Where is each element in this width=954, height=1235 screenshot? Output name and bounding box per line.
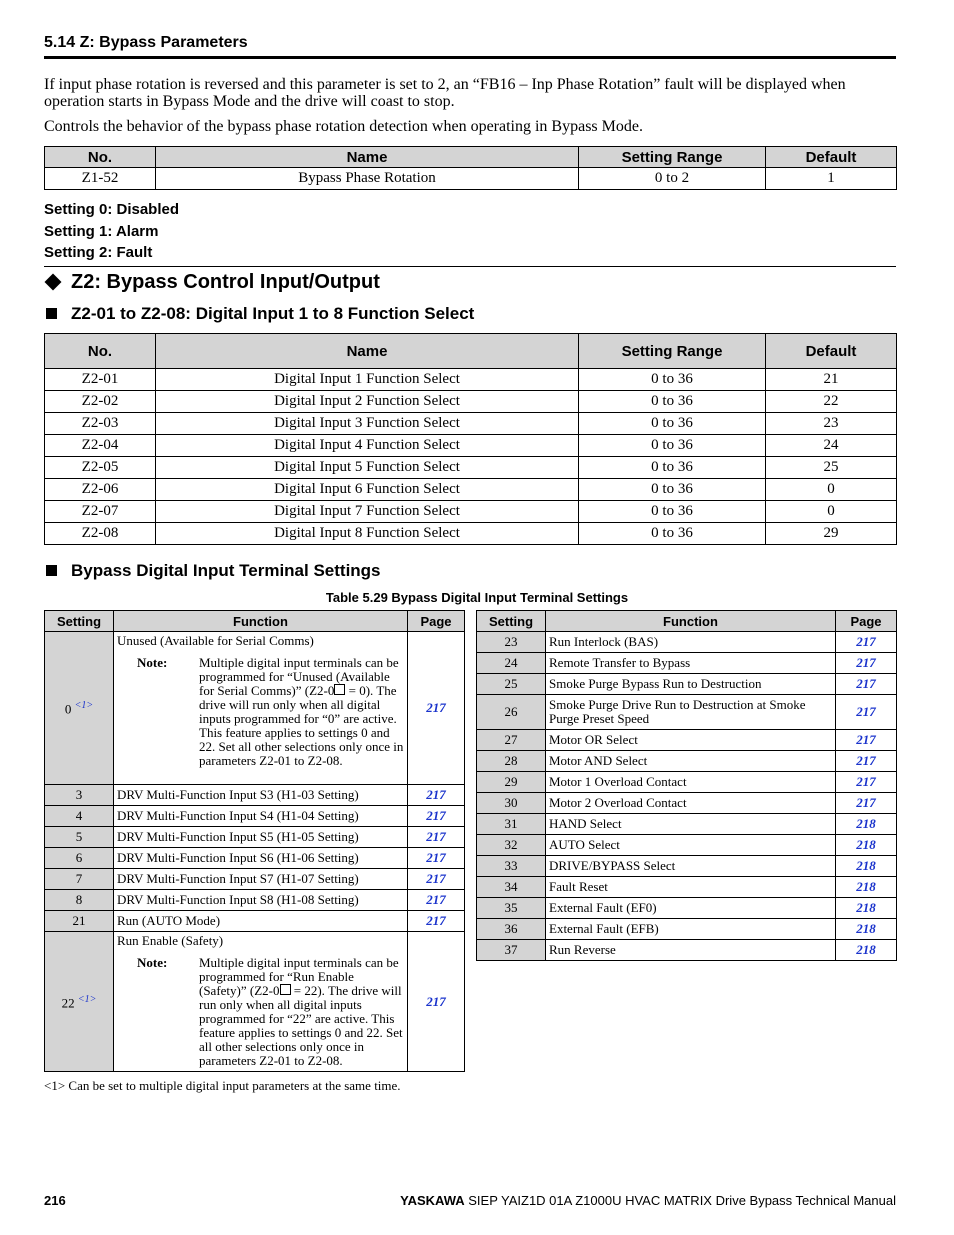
setting-cell: 7 [45,869,114,890]
setting-cell: 36 [477,919,546,940]
footnote: <1> Can be set to multiple digital input parameters at the same time. [44,1078,401,1093]
note-text: Multiple digital input terminals can be programmed for “Unused (Available for Serial Comms)” (Z2-0 = 0). The drive will run only when all digital inputs programmed for “0” are active. This feature applies to settings 0 and 22. Set all other selections only once in parameters Z2-01 to Z2-08. [199,655,404,768]
function-cell: Run Interlock (BAS) [546,632,836,653]
page-link[interactable]: 217 [836,751,897,772]
setting-cell: 4 [45,806,114,827]
param-no: Z1-52 [45,168,156,190]
table-row [45,413,897,435]
function-cell: HAND Select [546,814,836,835]
table-row [477,919,897,940]
param-name: Digital Input 4 Function Select [156,435,579,457]
col-name: Name [156,334,579,369]
table-row [45,435,897,457]
setting-value: 22 [61,995,75,1011]
setting-cell: 6 [45,848,114,869]
col-function: Function [114,611,408,632]
function-cell: Remote Transfer to Bypass [546,653,836,674]
param-range: 0 to 36 [579,501,766,523]
table-row [477,695,897,730]
page-number: 216 [44,1193,66,1208]
note [137,656,404,768]
param-range: 0 to 2 [579,168,766,190]
setting-cell [45,932,114,1072]
param-range: 0 to 36 [579,479,766,501]
param-range: 0 to 36 [579,523,766,545]
function-text: Unused (Available for Serial Comms) [117,633,314,648]
terminal-heading [44,561,381,581]
table-row [477,835,897,856]
setting-cell: 5 [45,827,114,848]
table-row [477,653,897,674]
function-cell [114,632,408,785]
col-no: No. [45,147,156,168]
z2-subheading [44,304,474,324]
setting-cell: 35 [477,898,546,919]
table-row [477,751,897,772]
setting-cell: 25 [477,674,546,695]
param-no: Z2-03 [45,413,156,435]
function-cell: External Fault (EFB) [546,919,836,940]
page-link[interactable]: 217 [836,674,897,695]
function-cell: DRV Multi-Function Input S6 (H1-06 Setting) [114,848,408,869]
section-header: 5.14 Z: Bypass Parameters [44,34,896,59]
intro-paragraph-2: Controls the behavior of the bypass phase rotation detection when operating in Bypass Mode. [44,118,643,135]
setting-cell: 23 [477,632,546,653]
param-name: Bypass Phase Rotation [156,168,579,190]
function-cell: DRV Multi-Function Input S5 (H1-05 Setting) [114,827,408,848]
z2-heading-text: Z2: Bypass Control Input/Output [71,271,380,293]
setting-cell: 33 [477,856,546,877]
page-link[interactable]: 217 [408,932,465,1072]
placeholder-box-icon [280,984,291,995]
col-page: Page [408,611,465,632]
function-cell: Motor AND Select [546,751,836,772]
page-link[interactable]: 218 [836,814,897,835]
setting-cell: 31 [477,814,546,835]
page-link[interactable]: 217 [836,653,897,674]
function-cell: Run (AUTO Mode) [114,911,408,932]
page-link[interactable]: 218 [836,898,897,919]
function-cell: External Fault (EF0) [546,898,836,919]
setting-cell [45,632,114,785]
table-row [477,814,897,835]
table-row [477,772,897,793]
col-setting: Setting [45,611,114,632]
table-row [477,793,897,814]
param-range: 0 to 36 [579,369,766,391]
param-name: Digital Input 2 Function Select [156,391,579,413]
note-text: Multiple digital input terminals can be programmed for “Run Enable (Safety)” (Z2-0 = 22). The drive will run only when all digital inputs programmed for “22” are active. This feature applies to settings 0 and 22. Set all other selections only once in parameters Z2-01 to Z2-08. [199,955,403,1068]
table-row [45,890,465,911]
col-function: Function [546,611,836,632]
param-no: Z2-04 [45,435,156,457]
setting-cell: 27 [477,730,546,751]
param-no: Z2-07 [45,501,156,523]
param-range: 0 to 36 [579,413,766,435]
z2-subheading-text: Z2-01 to Z2-08: Digital Input 1 to 8 Function Select [71,304,475,323]
setting-cell: 24 [477,653,546,674]
z2-table [44,333,897,545]
page-link[interactable]: 217 [408,632,465,785]
setting-cell: 32 [477,835,546,856]
col-default: Default [766,147,897,168]
function-cell: Motor OR Select [546,730,836,751]
footer-manual-title: SIEP YAIZ1D 01A Z1000U HVAC MATRIX Drive Bypass Technical Manual [464,1193,896,1208]
z2-heading [44,270,380,294]
function-cell: Motor 1 Overload Contact [546,772,836,793]
setting-2: Setting 2: Fault [44,244,153,261]
function-cell: DRV Multi-Function Input S7 (H1-07 Setting) [114,869,408,890]
diamond-icon [45,273,62,290]
page-link[interactable]: 218 [836,940,897,961]
terminal-table-right [476,610,897,961]
setting-cell: 3 [45,785,114,806]
table-row [477,632,897,653]
setting-cell: 37 [477,940,546,961]
page-link[interactable]: 217 [408,785,465,806]
table-row [477,940,897,961]
page-link[interactable]: 217 [408,911,465,932]
setting-cell: 34 [477,877,546,898]
param-default: 0 [766,501,897,523]
col-default: Default [766,334,897,369]
table-row [45,369,897,391]
footnote-ref-link[interactable]: <1> [74,700,94,712]
param-no: Z2-02 [45,391,156,413]
param-default: 1 [766,168,897,190]
param-default: 25 [766,457,897,479]
param-default: 22 [766,391,897,413]
table-row [45,501,897,523]
setting-cell: 29 [477,772,546,793]
table-caption: Table 5.29 Bypass Digital Input Terminal Settings [325,590,629,605]
col-page: Page [836,611,897,632]
param-name: Digital Input 5 Function Select [156,457,579,479]
table-row [45,391,897,413]
col-name: Name [156,147,579,168]
param-name: Digital Input 6 Function Select [156,479,579,501]
table-row [45,168,897,190]
param-range: 0 to 36 [579,435,766,457]
table-row [45,457,897,479]
param-no: Z2-01 [45,369,156,391]
setting-0: Setting 0: Disabled [44,201,180,218]
page-link[interactable]: 218 [836,877,897,898]
table-row [477,730,897,751]
table-row [45,632,465,785]
function-cell: Fault Reset [546,877,836,898]
page-link[interactable]: 218 [836,835,897,856]
page-link[interactable]: 217 [836,793,897,814]
note-label: Note: [137,955,168,970]
function-cell: DRV Multi-Function Input S3 (H1-03 Setting) [114,785,408,806]
col-no: No. [45,334,156,369]
param-default: 24 [766,435,897,457]
param-range: 0 to 36 [579,391,766,413]
function-cell: DRV Multi-Function Input S4 (H1-04 Setting) [114,806,408,827]
table-row [477,898,897,919]
param-no: Z2-05 [45,457,156,479]
footer-brand: YASKAWA [400,1193,465,1208]
function-cell [114,932,408,1072]
param-default: 29 [766,523,897,545]
placeholder-box-icon [334,684,345,695]
param-no: Z2-08 [45,523,156,545]
page-link[interactable]: 217 [408,806,465,827]
setting-cell: 8 [45,890,114,911]
table-row [45,806,465,827]
footnote-ref-link[interactable]: <1> [77,993,97,1005]
function-cell: DRV Multi-Function Input S8 (H1-08 Setting) [114,890,408,911]
page-link[interactable]: 217 [408,827,465,848]
function-cell: Run Reverse [546,940,836,961]
table-row [45,523,897,545]
function-cell: Smoke Purge Bypass Run to Destruction [546,674,836,695]
table-row [45,911,465,932]
param-no: Z2-06 [45,479,156,501]
table-row [45,827,465,848]
function-cell: Smoke Purge Drive Run to Destruction at Smoke Purge Preset Speed [546,695,836,730]
function-cell: Motor 2 Overload Contact [546,793,836,814]
table-row [477,856,897,877]
setting-cell: 26 [477,695,546,730]
intro-paragraph: If input phase rotation is reversed and this parameter is set to 2, an “FB16 – Inp Phase Rotation” fault will be displayed when operation starts in Bypass Mode and the drive will coast to stop. [44,76,846,110]
function-cell: AUTO Select [546,835,836,856]
col-setting: Setting [477,611,546,632]
table-row [477,674,897,695]
z1-52-table [44,146,897,190]
col-range: Setting Range [579,147,766,168]
param-default: 0 [766,479,897,501]
page-link[interactable]: 218 [836,856,897,877]
table-row [45,932,465,1072]
page-link[interactable]: 217 [408,848,465,869]
table-row [45,785,465,806]
table-row [45,848,465,869]
footer-title [400,1193,896,1208]
page-link[interactable]: 217 [836,695,897,730]
col-range: Setting Range [579,334,766,369]
note-label: Note: [137,655,168,670]
param-range: 0 to 36 [579,457,766,479]
page-link[interactable]: 217 [836,632,897,653]
table-row [45,479,897,501]
terminal-table-left [44,610,465,1072]
terminal-heading-text: Bypass Digital Input Terminal Settings [71,561,381,580]
page-link[interactable]: 217 [408,869,465,890]
setting-value: 0 [64,701,72,717]
divider [44,266,896,267]
param-name: Digital Input 8 Function Select [156,523,579,545]
param-default: 23 [766,413,897,435]
page-link[interactable]: 217 [836,772,897,793]
note [137,956,404,1068]
square-bullet-icon [46,565,57,576]
page-link[interactable]: 217 [836,730,897,751]
setting-cell: 21 [45,911,114,932]
param-name: Digital Input 3 Function Select [156,413,579,435]
param-default: 21 [766,369,897,391]
setting-1: Setting 1: Alarm [44,223,159,240]
param-name: Digital Input 7 Function Select [156,501,579,523]
function-cell: DRIVE/BYPASS Select [546,856,836,877]
page-link[interactable]: 217 [408,890,465,911]
page-link[interactable]: 218 [836,919,897,940]
table-row [477,877,897,898]
setting-cell: 28 [477,751,546,772]
table-row [45,869,465,890]
setting-cell: 30 [477,793,546,814]
function-text: Run Enable (Safety) [117,933,224,948]
square-bullet-icon [46,308,57,319]
param-name: Digital Input 1 Function Select [156,369,579,391]
